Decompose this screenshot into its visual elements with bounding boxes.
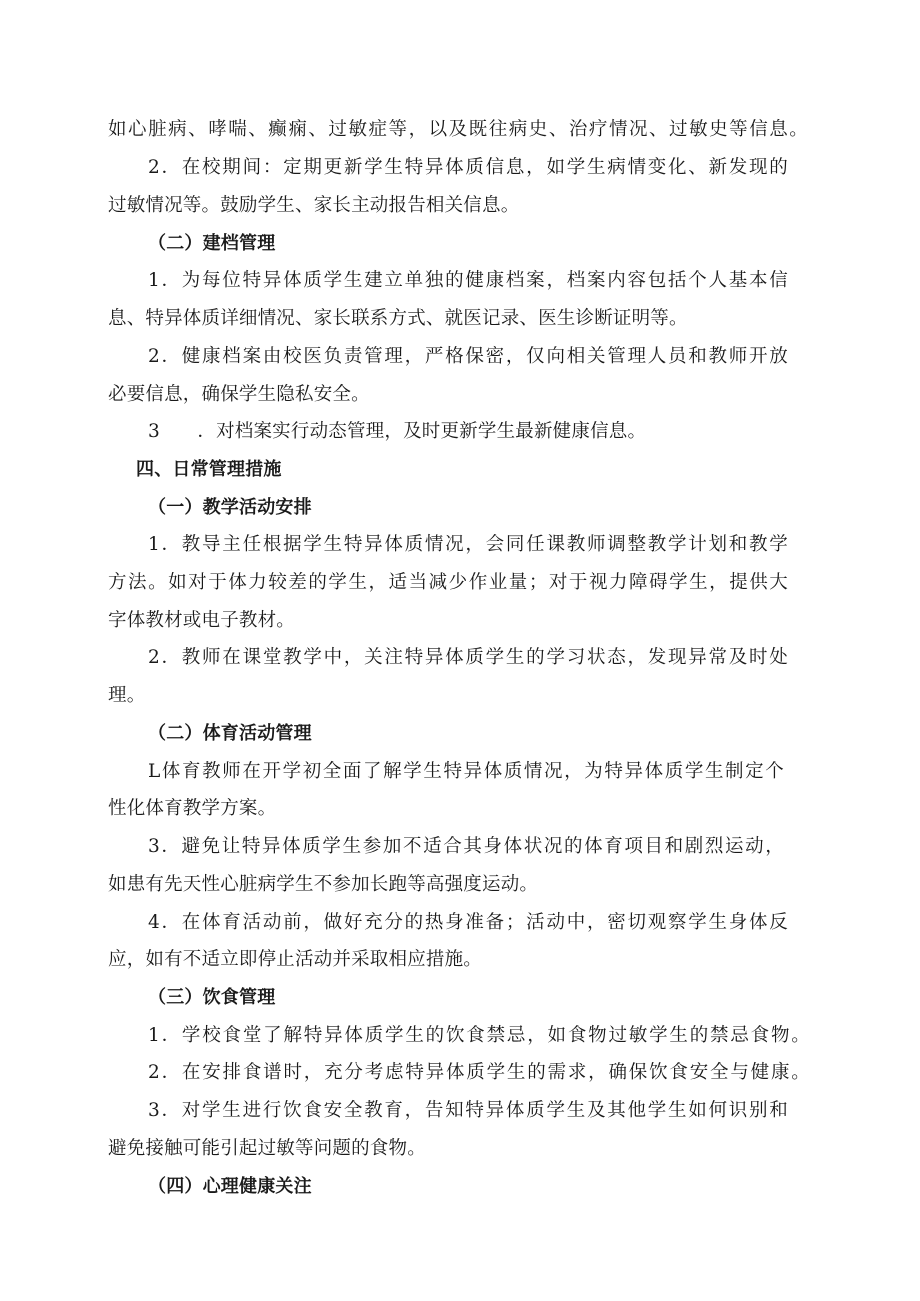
paragraph-line: 理。 <box>108 685 146 706</box>
paragraph-line: 息、特异体质详细情况、家长联系方式、就医记录、医生诊断证明等。 <box>108 308 688 329</box>
paragraph-line: 2．在安排食谱时，充分考虑特异体质学生的需求，确保饮食安全与健康。 <box>148 1062 810 1083</box>
section-heading: （三）饮食管理 <box>148 987 276 1008</box>
paragraph-line: 3．对学生进行饮食安全教育，告知特异体质学生及其他学生如何识别和 <box>148 1100 788 1121</box>
paragraph-line: 1．为每位特异体质学生建立单独的健康档案，档案内容包括个人基本信 <box>148 270 788 291</box>
paragraph-line: 1．教导主任根据学生特异体质情况，会同任课教师调整教学计划和教学 <box>148 534 788 555</box>
paragraph-line: L体育教师在开学初全面了解学生特异体质情况，为特异体质学生制定个 <box>148 761 784 782</box>
paragraph-line: 必要信息，确保学生隐私安全。 <box>108 384 370 405</box>
chapter-heading: 四、日常管理措施 <box>136 459 282 480</box>
paragraph-line: 方法。如对于体力较差的学生，适当减少作业量；对于视力障碍学生，提供大 <box>108 572 788 593</box>
section-heading: （四）心理健康关注 <box>148 1176 312 1197</box>
paragraph-line: 2．健康档案由校医负责管理，严格保密，仅向相关管理人员和教师开放 <box>148 346 788 367</box>
paragraph-line: 如患有先天性心脏病学生不参加长跑等高强度运动。 <box>108 874 539 895</box>
section-heading: （一）教学活动安排 <box>148 497 312 518</box>
paragraph-line: 过敏情况等。鼓励学生、家长主动报告相关信息。 <box>108 195 520 216</box>
paragraph-line: 避免接触可能引起过敏等问题的食物。 <box>108 1138 426 1159</box>
paragraph-line: 3．避免让特异体质学生参加不适合其身体状况的体育项目和剧烈运动， <box>148 836 784 857</box>
paragraph-line: 如心脏病、哮喘、癫痫、过敏症等，以及既往病史、治疗情况、过敏史等信息。 <box>108 119 808 140</box>
paragraph-line: 1．学校食堂了解特异体质学生的饮食禁忌，如食物过敏学生的禁忌食物。 <box>148 1025 810 1046</box>
section-heading: （二）体育活动管理 <box>148 723 312 744</box>
paragraph-line: 性化体育教学方案。 <box>108 798 277 819</box>
paragraph-line: 应，如有不适立即停止活动并采取相应措施。 <box>108 949 483 970</box>
section-heading: （二）建档管理 <box>148 233 276 254</box>
paragraph-line: 2．教师在课堂教学中，关注特异体质学生的学习状态，发现异常及时处 <box>148 647 788 668</box>
paragraph-line: 3 ．对档案实行动态管理，及时更新学生最新健康信息。 <box>148 421 647 442</box>
paragraph-line: 2．在校期间：定期更新学生特异体质信息，如学生病情变化、新发现的 <box>148 157 788 178</box>
paragraph-line: 4．在体育活动前，做好充分的热身准备；活动中，密切观察学生身体反 <box>148 912 788 933</box>
paragraph-line: 字体教材或电子教材。 <box>108 610 296 631</box>
